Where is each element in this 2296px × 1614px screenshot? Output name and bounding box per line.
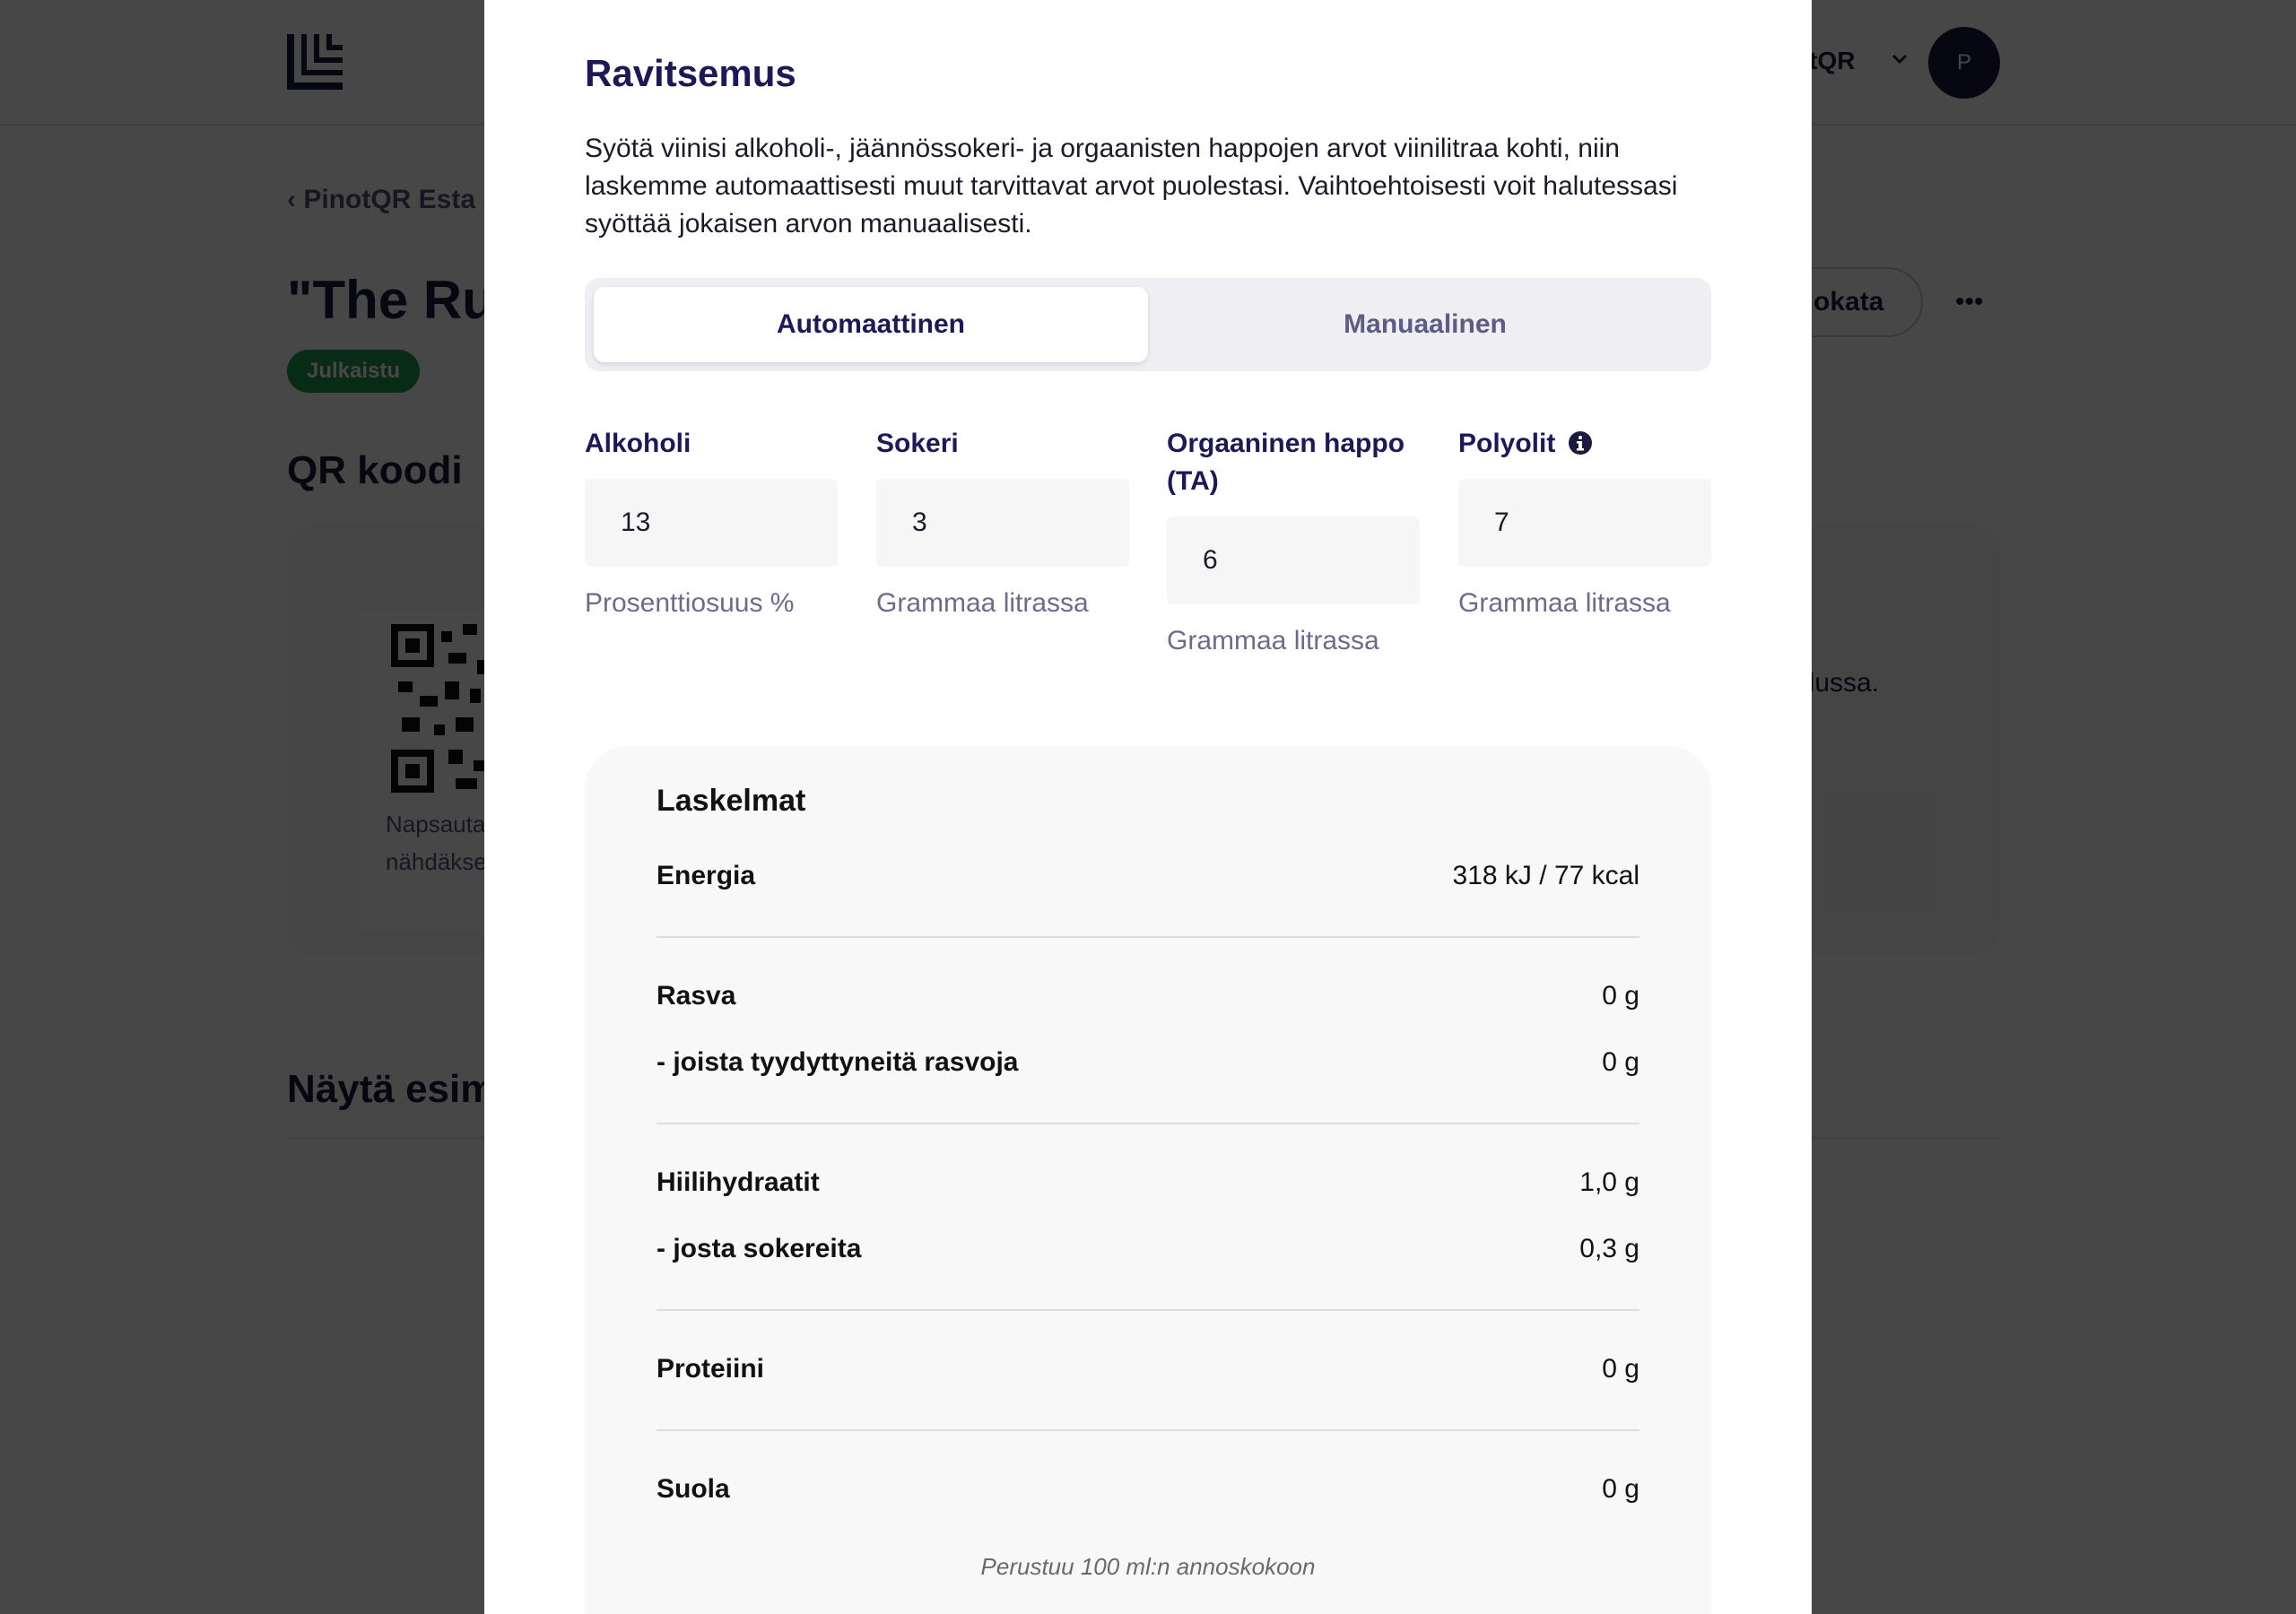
fat-label: Rasva — [657, 981, 736, 1011]
alcohol-field — [585, 425, 838, 619]
calculations-panel — [585, 746, 1711, 1614]
salt-row — [657, 1474, 1639, 1514]
salt-value: 0 g — [1602, 1474, 1639, 1504]
protein-value: 0 g — [1602, 1354, 1639, 1384]
carbohydrates-label: Hiilihydraatit — [657, 1167, 820, 1197]
carbohydrates-value: 1,0 g — [1579, 1167, 1639, 1197]
carbohydrates-row — [657, 1167, 1639, 1207]
energy-value: 318 kJ / 77 kcal — [1452, 861, 1639, 890]
polyols-help: Grammaa litrassa — [1458, 588, 1671, 618]
sugars-value: 0,3 g — [1579, 1234, 1639, 1263]
protein-row — [657, 1354, 1639, 1393]
info-icon[interactable] — [1568, 430, 1593, 456]
divider — [657, 1123, 1639, 1124]
alcohol-label-text: Alkoholi — [585, 429, 691, 458]
alcohol-input[interactable] — [585, 479, 838, 567]
alcohol-help: Prosenttiosuus % — [585, 588, 795, 618]
organic-acid-field — [1167, 425, 1420, 656]
divider — [657, 1429, 1639, 1431]
saturated-fat-label: - joista tyydyttyneitä rasvoja — [657, 1047, 1019, 1077]
sugar-input[interactable] — [876, 479, 1129, 567]
tab-manual[interactable]: Manuaalinen — [1344, 309, 1507, 339]
organic-acid-input[interactable] — [1167, 516, 1420, 604]
sugar-label-text: Sokeri — [876, 429, 959, 458]
polyols-label-text: Polyolit — [1458, 429, 1556, 458]
nutrition-modal — [484, 0, 1812, 1614]
polyols-label — [1458, 425, 1711, 463]
energy-label: Energia — [657, 861, 756, 890]
polyols-field — [1458, 425, 1711, 619]
fat-value: 0 g — [1602, 981, 1639, 1011]
organic-acid-label-text: Orgaaninen happo (TA) — [1167, 429, 1405, 496]
mode-toggle — [585, 278, 1711, 371]
sugar-label — [876, 425, 1129, 463]
sugars-label: - josta sokereita — [657, 1234, 862, 1263]
calculations-title: Laskelmat — [657, 784, 806, 818]
protein-label: Proteiini — [657, 1354, 765, 1384]
divider — [657, 936, 1639, 938]
alcohol-label — [585, 425, 838, 463]
fat-row — [657, 981, 1639, 1020]
salt-label: Suola — [657, 1474, 730, 1504]
modal-description: Syötä viinisi alkoholi-, jäännössokeri- ja orgaanisten happojen arvot viinilitraa kohti, niin laskemme automaattisesti muut tarvittavat arvot puolestasi. Vaihtoehtoisesti voit halutessasi syöttää jokaisen arvon manuaalisesti. — [585, 134, 1678, 239]
sugar-help: Grammaa litrassa — [876, 588, 1089, 618]
organic-acid-help: Grammaa litrassa — [1167, 626, 1379, 655]
serving-note: Perustuu 100 ml:n annoskokoon — [980, 1553, 1316, 1580]
modal-title: Ravitsemus — [585, 52, 796, 94]
saturated-fat-row — [657, 1047, 1639, 1087]
organic-acid-label — [1167, 425, 1420, 500]
polyols-input[interactable] — [1458, 479, 1711, 567]
energy-row — [657, 861, 1639, 900]
sugar-field — [876, 425, 1129, 619]
divider — [657, 1309, 1639, 1311]
sugars-row — [657, 1234, 1639, 1273]
tab-automatic[interactable]: Automaattinen — [594, 287, 1148, 362]
saturated-fat-value: 0 g — [1602, 1047, 1639, 1077]
